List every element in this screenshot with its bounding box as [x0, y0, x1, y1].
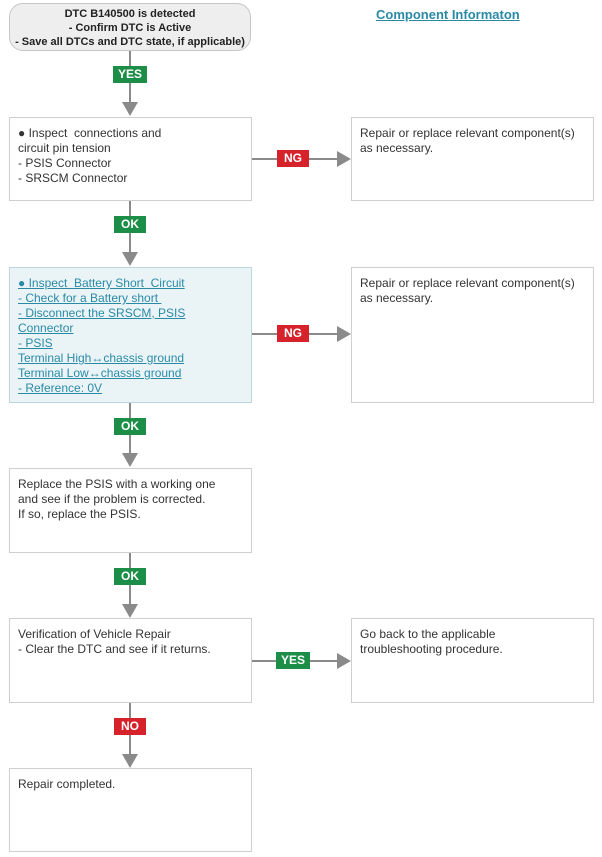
step-line: - PSIS Connector [18, 156, 112, 170]
start-line: - Confirm DTC is Active [68, 22, 192, 34]
step-link-line[interactable]: - PSIS [18, 336, 53, 350]
arrow-down [122, 604, 138, 618]
step-link-line[interactable]: Connector [18, 321, 74, 335]
step-line: as necessary. [360, 141, 434, 155]
yes-badge: YES [113, 66, 147, 83]
ng-badge: NG [277, 325, 309, 342]
step-line: troubleshooting procedure. [360, 642, 503, 656]
no-badge: NO [114, 718, 146, 735]
start-line: DTC B140500 is detected [64, 8, 196, 20]
step-line: Go back to the applicable [360, 627, 496, 641]
step-link-line[interactable]: ● Inspect Battery Short Circuit [18, 276, 185, 290]
inspect-connections-box [9, 117, 252, 201]
step-line: If so, replace the PSIS. [18, 507, 141, 521]
component-information-link[interactable]: Component Informaton [376, 7, 520, 22]
step-line: - SRSCM Connector [18, 171, 128, 185]
battery-short-inspection-box[interactable] [9, 267, 252, 403]
arrow-down [122, 252, 138, 266]
arrow-right [337, 653, 351, 669]
arrow-right [337, 326, 351, 342]
ok-badge: OK [114, 418, 146, 435]
repair-replace-box [351, 117, 594, 201]
verification-box [9, 618, 252, 703]
step-link-line[interactable]: - Check for a Battery short [18, 291, 162, 305]
arrow-down [122, 102, 138, 116]
step-link-line[interactable]: - Reference: 0V [18, 381, 103, 395]
arrow-down [122, 453, 138, 467]
step-line: Repair or replace relevant component(s) [360, 126, 575, 140]
arrow-down [122, 754, 138, 768]
step-line: circuit pin tension [18, 141, 111, 155]
step-link-line[interactable]: - Disconnect the SRSCM, PSIS [18, 306, 186, 320]
step-line: as necessary. [360, 291, 434, 305]
step-line: - Clear the DTC and see if it returns. [18, 642, 211, 656]
step-link-line[interactable]: Terminal High↔chassis ground [18, 351, 185, 365]
step-line: Replace the PSIS with a working one [18, 477, 216, 491]
step-line: and see if the problem is corrected. [18, 492, 206, 506]
ng-badge: NG [277, 150, 309, 167]
repair-completed-box [9, 768, 252, 852]
ok-badge: OK [114, 568, 146, 585]
arrow-right [337, 151, 351, 167]
step-line: ● Inspect connections and [18, 126, 162, 140]
step-line: Verification of Vehicle Repair [18, 627, 171, 641]
step-link-line[interactable]: Terminal Low↔chassis ground [18, 366, 182, 380]
step-line: Repair completed. [18, 777, 116, 791]
start-node-dtc [9, 3, 251, 51]
step-line: Repair or replace relevant component(s) [360, 276, 575, 290]
repair-replace-box [351, 267, 594, 403]
start-line: - Save all DTCs and DTC state, if applicable) [15, 36, 245, 48]
yes-badge: YES [276, 652, 310, 669]
ok-badge: OK [114, 216, 146, 233]
replace-psis-box [9, 468, 252, 553]
go-back-box [351, 618, 594, 703]
